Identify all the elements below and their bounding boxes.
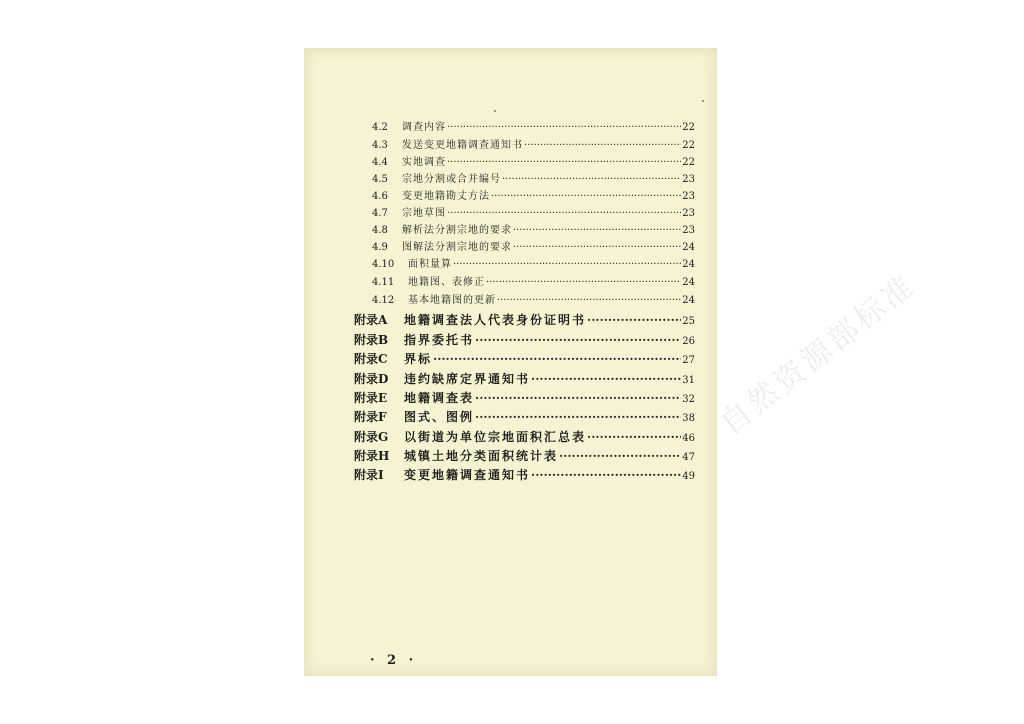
toc-entry-page: 22 <box>682 122 695 133</box>
toc-appendix-entry <box>354 370 695 388</box>
leader-dots <box>475 408 681 426</box>
appendix-page: 32 <box>682 394 695 405</box>
appendix-page: 27 <box>682 355 695 366</box>
toc-entry-page: 24 <box>682 259 695 270</box>
appendix-label: 附录D <box>354 372 389 386</box>
toc-entry-page: 22 <box>682 157 695 168</box>
leader-dots <box>559 447 681 465</box>
page-number: · 2 · <box>370 653 418 668</box>
appendix-page: 31 <box>682 375 695 386</box>
toc-appendix-entry <box>354 331 695 349</box>
toc-entry-page: 23 <box>682 225 695 236</box>
leader-dots <box>587 428 681 446</box>
toc-entry-title: 变更地籍勘丈方法 <box>402 191 490 202</box>
appendix-page: 49 <box>682 471 695 482</box>
toc-entry-title: 面积量算 <box>408 259 452 270</box>
toc-entry <box>372 206 695 222</box>
toc-entry-title: 解析法分割宗地的要求 <box>402 225 512 236</box>
toc-entry <box>372 189 695 205</box>
appendix-label: 附录E <box>354 391 388 405</box>
toc-appendix-entry <box>354 428 695 446</box>
appendix-title: 变更地籍调查通知书 <box>404 468 531 482</box>
appendix-page: 25 <box>682 316 695 327</box>
leader-dots <box>453 257 681 273</box>
leader-dots <box>447 155 681 171</box>
leader-dots <box>531 466 681 484</box>
toc-entry-page: 23 <box>682 191 695 202</box>
leader-dots <box>491 189 681 205</box>
toc-entry-page: 23 <box>682 174 695 185</box>
toc-entry <box>372 240 695 256</box>
toc-entry-title: 宗地草图 <box>402 208 446 219</box>
leader-dots <box>513 223 681 239</box>
toc-entry <box>372 172 695 188</box>
toc-entry <box>372 138 695 154</box>
appendix-page: 38 <box>682 413 695 424</box>
leader-dots <box>447 206 681 222</box>
appendix-label: 附录I <box>354 468 384 482</box>
leader-dots <box>433 350 681 368</box>
appendix-title: 图式、图例 <box>404 410 475 424</box>
toc-entry-title: 发送变更地籍调查通知书 <box>402 140 523 151</box>
toc-entry-page: 24 <box>682 277 695 288</box>
leader-dots <box>447 120 681 136</box>
appendix-title: 以街道为单位宗地面积汇总表 <box>404 430 587 444</box>
toc-appendix-entry <box>354 350 695 368</box>
toc-entry-number: 4.9 <box>372 242 388 253</box>
appendix-label: 附录H <box>354 449 390 463</box>
watermark: 自然资源部标准 <box>713 267 924 442</box>
leader-dots <box>486 275 681 291</box>
toc-appendix-entry <box>354 466 695 484</box>
leader-dots <box>587 311 681 329</box>
toc-entry-page: 24 <box>682 242 695 253</box>
toc-entry-number: 4.10 <box>372 259 395 270</box>
appendix-page: 47 <box>682 452 695 463</box>
scan-speck <box>702 100 704 102</box>
appendix-label: 附录B <box>354 333 389 347</box>
toc-entry <box>372 155 695 171</box>
toc-appendix-entry <box>354 389 695 407</box>
toc-entry-title: 调查内容 <box>402 122 446 133</box>
appendix-page: 46 <box>682 433 695 444</box>
leader-dots <box>502 172 681 188</box>
toc-entry-title: 实地调查 <box>402 157 446 168</box>
appendix-title: 地籍调查表 <box>404 391 475 405</box>
appendix-label: 附录A <box>354 313 388 327</box>
toc-entry-number: 4.3 <box>372 140 388 151</box>
leader-dots <box>524 138 681 154</box>
toc-entry <box>372 257 695 273</box>
toc-entry-page: 23 <box>682 208 695 219</box>
toc-entry-title: 基本地籍图的更新 <box>408 295 496 306</box>
appendix-title: 指界委托书 <box>404 333 475 347</box>
appendix-title: 地籍调查法人代表身份证明书 <box>404 313 587 327</box>
toc-appendix-entry <box>354 408 695 426</box>
leader-dots <box>475 331 681 349</box>
appendix-label: 附录F <box>354 410 387 424</box>
toc-entry-number: 4.7 <box>372 208 388 219</box>
toc-entry <box>372 120 695 136</box>
table-of-contents <box>304 48 717 676</box>
appendix-page: 26 <box>682 336 695 347</box>
appendix-title: 界标 <box>404 352 433 366</box>
toc-entry-number: 4.11 <box>372 277 395 288</box>
toc-entry-number: 4.8 <box>372 225 388 236</box>
toc-entry-title: 地籍图、表修正 <box>408 277 485 288</box>
appendix-title: 违约缺席定界通知书 <box>404 372 531 386</box>
toc-entry-number: 4.2 <box>372 122 388 133</box>
toc-entry-title: 图解法分割宗地的要求 <box>402 242 512 253</box>
leader-dots <box>531 370 681 388</box>
toc-entry-page: 22 <box>682 140 695 151</box>
toc-entry <box>372 293 695 309</box>
leader-dots <box>513 240 681 256</box>
toc-entry-number: 4.5 <box>372 174 388 185</box>
toc-entry-number: 4.6 <box>372 191 388 202</box>
toc-appendix-entry <box>354 447 695 465</box>
toc-entry-title: 宗地分割或合并编号 <box>402 174 501 185</box>
leader-dots <box>475 389 681 407</box>
toc-entry <box>372 223 695 239</box>
scan-speck <box>494 110 496 112</box>
toc-entry <box>372 275 695 291</box>
appendix-title: 城镇土地分类面积统计表 <box>404 449 559 463</box>
appendix-label: 附录C <box>354 352 388 366</box>
toc-entry-page: 24 <box>682 295 695 306</box>
toc-entry-number: 4.4 <box>372 157 388 168</box>
toc-entry-number: 4.12 <box>372 295 395 306</box>
leader-dots <box>497 293 681 309</box>
toc-appendix-entry <box>354 311 695 329</box>
document-page <box>304 48 924 676</box>
appendix-label: 附录G <box>354 430 389 444</box>
